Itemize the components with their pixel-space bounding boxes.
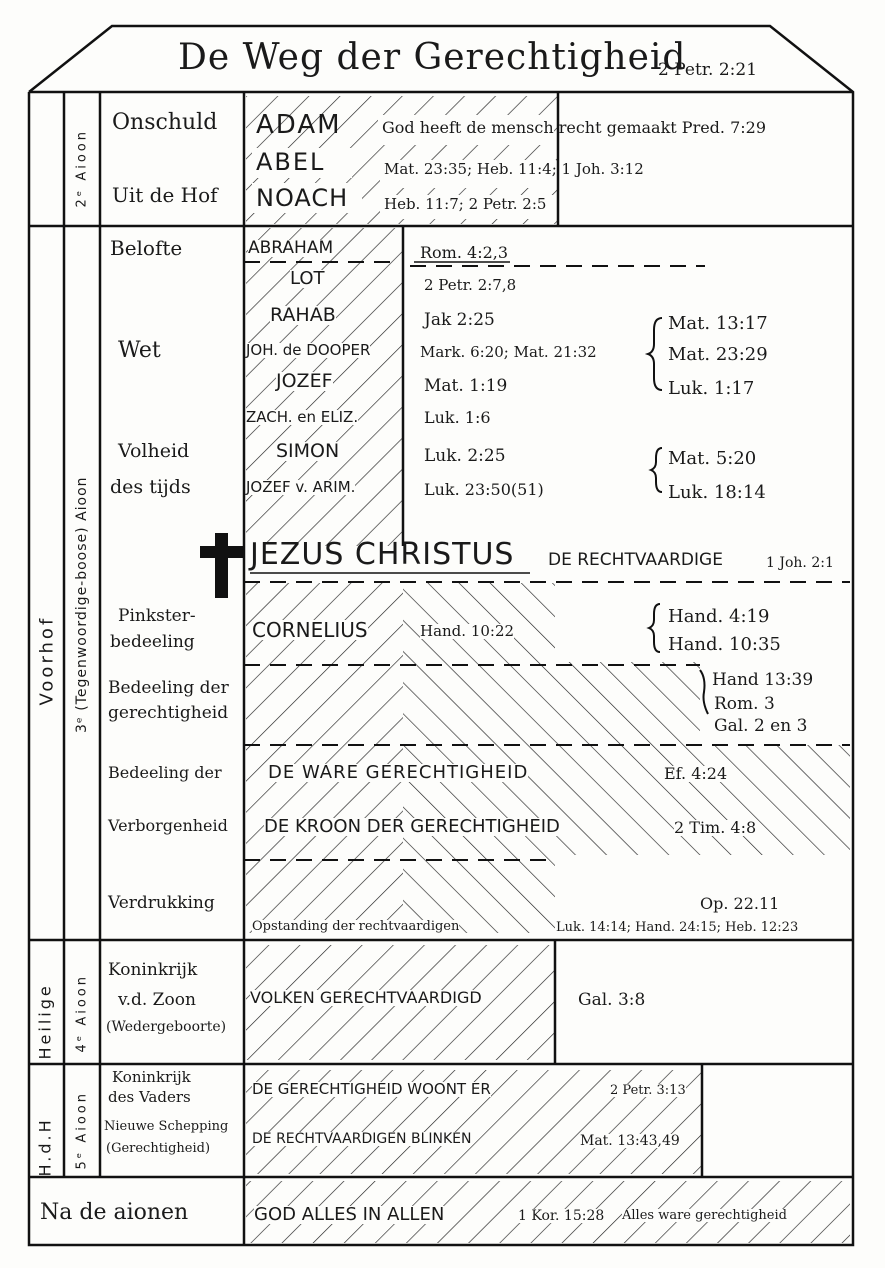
aeon-heilige-label: Heilige bbox=[35, 983, 55, 1060]
ref-zacharias: Luk. 1:6 bbox=[424, 408, 491, 427]
person-rahab: RAHAB bbox=[270, 304, 336, 326]
person-de-rechtvaardige-ref: 1 Joh. 2:1 bbox=[766, 555, 834, 571]
period-bedeeling-verborgenheid-2: Verborgenheid bbox=[108, 816, 228, 835]
statement-volken-ref: Gal. 3:8 bbox=[578, 990, 646, 1010]
ref-pinkster-1: Hand. 4:19 bbox=[668, 606, 770, 627]
ref-abraham: Rom. 4:2,3 bbox=[420, 243, 509, 262]
person-abel: ABEL bbox=[256, 148, 326, 176]
period-koninkrijk-zoon-1: Koninkrijk bbox=[108, 960, 198, 980]
ref-adam: God heeft de mensch recht gemaakt Pred. 7:29 bbox=[382, 118, 767, 137]
ref-bedeeling-2: Rom. 3 bbox=[714, 694, 775, 714]
ref-bedeeling-1: Hand 13:39 bbox=[712, 670, 814, 690]
statement-gerechtigheid-woont: DE GERECHTIGHEID WOONT ER bbox=[252, 1080, 491, 1098]
statement-kroon-gerechtigheid: DE KROON DER GERECHTIGHEID bbox=[264, 816, 560, 837]
ref-johannes: Mark. 6:20; Mat. 21:32 bbox=[420, 343, 597, 361]
ref-abel: Mat. 23:35; Heb. 11:4; 1 Joh. 3:12 bbox=[384, 160, 644, 178]
period-na-de-aionen: Na de aionen bbox=[40, 1200, 189, 1225]
period-koninkrijk-vaders-1: Koninkrijk bbox=[112, 1068, 191, 1086]
aeon-3-label: 3ᵉ (Tegenwoordige-boose) Aioon bbox=[74, 476, 90, 733]
person-abraham: ABRAHAM bbox=[248, 238, 334, 258]
period-koninkrijk-zoon-3: (Wedergeboorte) bbox=[106, 1019, 227, 1035]
period-volheid-1: Volheid bbox=[118, 440, 190, 462]
aeon-5-label: 5ᵉ Aioon bbox=[74, 1091, 90, 1170]
aeon-4-label: 4ᵉ Aioon bbox=[74, 974, 90, 1053]
ref-bedeeling-3: Gal. 2 en 3 bbox=[714, 716, 808, 736]
person-johannes: JOH. de DOOPER bbox=[246, 341, 371, 359]
person-simon: SIMON bbox=[276, 440, 340, 462]
statement-god-tail: Alles ware gerechtigheid bbox=[622, 1208, 787, 1223]
title-reference: 2 Petr. 2:21 bbox=[658, 60, 758, 80]
ref-cornelius: Hand. 10:22 bbox=[420, 622, 515, 640]
person-lot: LOT bbox=[290, 268, 325, 289]
period-koninkrijk-vaders-2: des Vaders bbox=[108, 1088, 191, 1106]
ref-jozef-arimathea: Luk. 23:50(51) bbox=[424, 480, 544, 499]
aeon-hdh-label: H.d.H bbox=[35, 1117, 55, 1177]
ref-volheid-1: Mat. 5:20 bbox=[668, 448, 757, 469]
statement-opstanding: Opstanding der rechtvaardigen bbox=[252, 919, 460, 934]
period-onschuld: Onschuld bbox=[112, 110, 218, 135]
period-verdrukking: Verdrukking bbox=[108, 893, 215, 913]
person-de-rechtvaardige: DE RECHTVAARDIGE bbox=[548, 550, 723, 570]
ref-lot: 2 Petr. 2:7,8 bbox=[424, 276, 517, 294]
ref-rahab: Jak 2:25 bbox=[424, 310, 495, 330]
person-zacharias-elizabeth: ZACH. en ELIZ. bbox=[246, 408, 359, 426]
person-cornelius: CORNELIUS bbox=[252, 618, 368, 642]
statement-opstanding-ref: Luk. 14:14; Hand. 24:15; Heb. 12:23 bbox=[556, 920, 799, 935]
period-pinkster-2: bedeeling bbox=[110, 632, 195, 652]
statement-volken: VOLKEN GERECHTVAARDIGD bbox=[250, 988, 482, 1007]
aeon-2-label: 2ᵉ Aioon bbox=[74, 129, 90, 208]
person-adam: ADAM bbox=[256, 110, 342, 140]
person-noach: NOACH bbox=[256, 184, 349, 212]
ref-simon: Luk. 2:25 bbox=[424, 446, 506, 466]
aeon-voorhof-label: Voorhof bbox=[36, 615, 58, 706]
person-jozef-arimathea: JOZEF v. ARIM. bbox=[246, 478, 356, 496]
statement-op-ref: Op. 22.11 bbox=[700, 894, 780, 913]
statement-blinken-ref: Mat. 13:43,49 bbox=[580, 1133, 680, 1149]
period-pinkster-1: Pinkster- bbox=[118, 606, 196, 626]
statement-ware-ref: Ef. 4:24 bbox=[664, 764, 728, 783]
period-bedeeling-gerechtigheid-1: Bedeeling der bbox=[108, 678, 229, 698]
person-jozef: JOZEF bbox=[276, 370, 333, 392]
period-wet: Wet bbox=[118, 338, 161, 363]
period-volheid-2: des tijds bbox=[110, 476, 191, 498]
period-uit-de-hof: Uit de Hof bbox=[112, 183, 218, 207]
period-nieuwe-schepping-2: (Gerechtigheid) bbox=[106, 1141, 211, 1156]
statement-woont-ref: 2 Petr. 3:13 bbox=[610, 1083, 686, 1098]
ref-wet-1: Mat. 13:17 bbox=[668, 313, 768, 334]
period-belofte: Belofte bbox=[110, 236, 183, 260]
period-bedeeling-gerechtigheid-2: gerechtigheid bbox=[108, 703, 229, 723]
ref-volheid-2: Luk. 18:14 bbox=[668, 482, 766, 503]
ref-wet-3: Luk. 1:17 bbox=[668, 378, 755, 399]
statement-god-ref: 1 Kor. 15:28 bbox=[518, 1208, 605, 1224]
period-bedeeling-verborgenheid-1: Bedeeling der bbox=[108, 763, 222, 782]
period-koninkrijk-zoon-2: v.d. Zoon bbox=[118, 990, 196, 1010]
period-nieuwe-schepping-1: Nieuwe Schepping bbox=[104, 1119, 229, 1134]
ref-pinkster-2: Hand. 10:35 bbox=[668, 634, 781, 655]
page-title: De Weg der Gerechtigheid bbox=[178, 37, 687, 78]
statement-ware-gerechtigheid: DE WARE GERECHTIGHEID bbox=[268, 762, 529, 783]
statement-kroon-ref: 2 Tim. 4:8 bbox=[674, 818, 757, 837]
ref-wet-2: Mat. 23:29 bbox=[668, 344, 768, 365]
ref-jozef: Mat. 1:19 bbox=[424, 376, 508, 396]
ref-noach: Heb. 11:7; 2 Petr. 2:5 bbox=[384, 195, 547, 213]
person-jezus-christus: JEZUS CHRISTUS bbox=[250, 537, 515, 572]
statement-rechtvaardigen-blinken: DE RECHTVAARDIGEN BLINKEN bbox=[252, 1131, 472, 1147]
cross-icon bbox=[200, 533, 243, 598]
statement-god-alles-in-allen: GOD ALLES IN ALLEN bbox=[254, 1204, 445, 1225]
